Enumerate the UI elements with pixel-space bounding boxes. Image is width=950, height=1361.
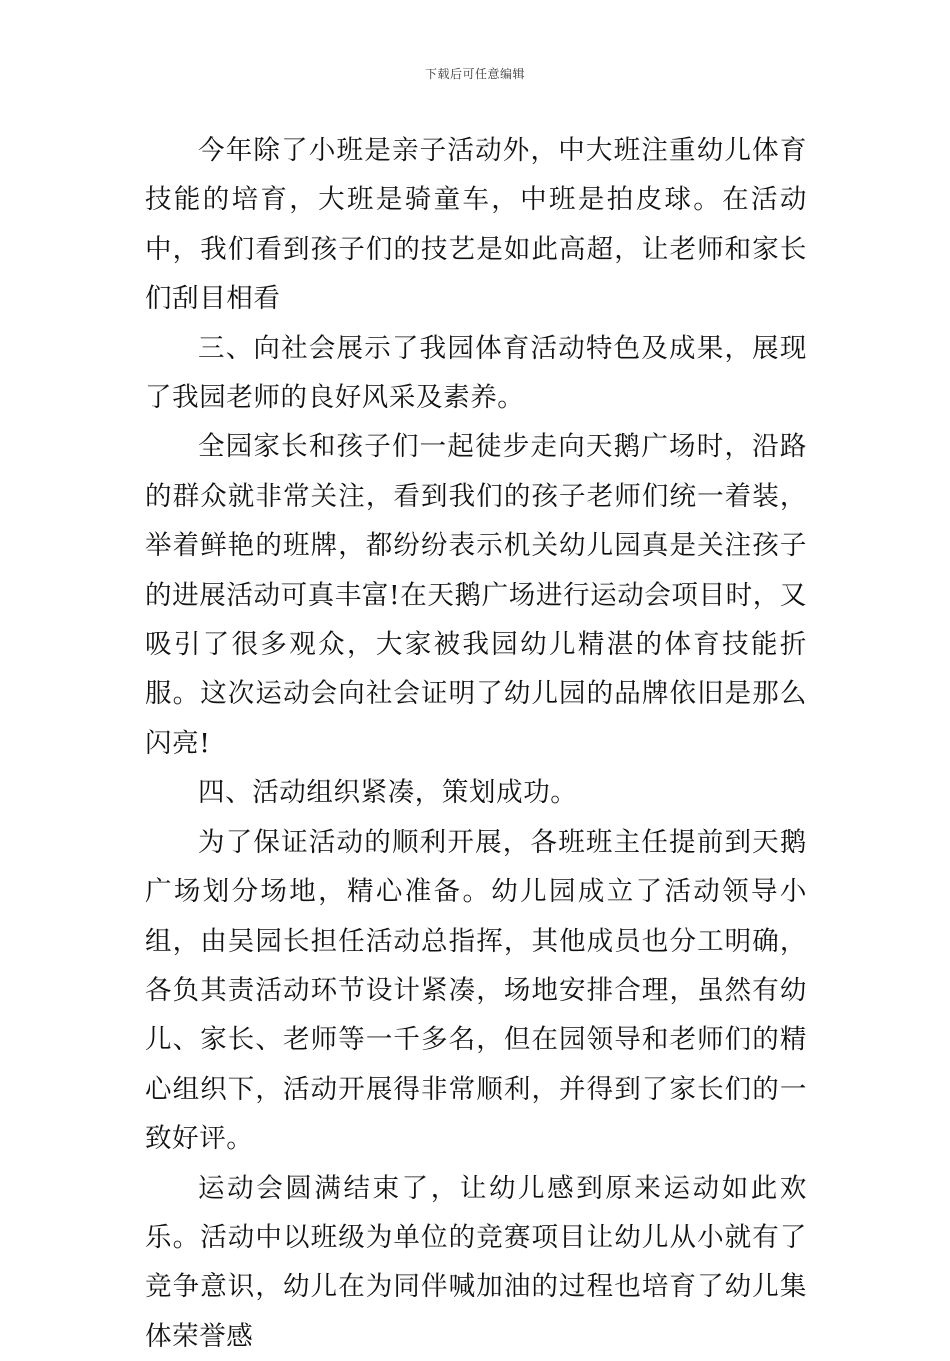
paragraph-6: 运动会圆满结束了，让幼儿感到原来运动如此欢乐。活动中以班级为单位的竞赛项目让幼儿从小就有了竞争意识，幼儿在为同伴喊加油的过程也培育了幼儿集体荣誉感 bbox=[145, 1172, 807, 1352]
paragraph-1: 今年除了小班是亲子活动外，中大班注重幼儿体育技能的培育，大班是骑童车，中班是拍皮球。在活动中，我们看到孩子们的技艺是如此高超，让老师和家长们刮目相看 bbox=[145, 135, 807, 315]
paragraph-2: 三、向社会展示了我园体育活动特色及成果，展现了我园老师的良好风采及素养。 bbox=[145, 332, 807, 414]
paragraph-5: 为了保证活动的顺利开展，各班班主任提前到天鹅广场划分场地，精心准备。幼儿园成立了活动领导小组，由吴园长担任活动总指挥，其他成员也分工明确，各负其责活动环节设计紧凑，场地安排合理，虽然有幼儿、家长、老师等一千多名，但在园领导和老师们的精心组织下，活动开展得非常顺利，并得到了家长们的一致好评。 bbox=[145, 826, 807, 1155]
paragraph-3: 全园家长和孩子们一起徒步走向天鹅广场时，沿路的群众就非常关注，看到我们的孩子老师们统一着装，举着鲜艳的班牌，都纷纷表示机关幼儿园真是关注孩子的进展活动可真丰富!在天鹅广场进行运动会项目时，又吸引了很多观众，大家被我园幼儿精湛的体育技能折服。这次运动会向社会证明了幼儿园的品牌依旧是那么闪亮! bbox=[145, 431, 807, 759]
paragraph-4: 四、活动组织紧凑，策划成功。 bbox=[198, 777, 578, 809]
document-body bbox=[145, 126, 807, 1361]
page-header: 下载后可任意编辑 bbox=[424, 67, 525, 81]
